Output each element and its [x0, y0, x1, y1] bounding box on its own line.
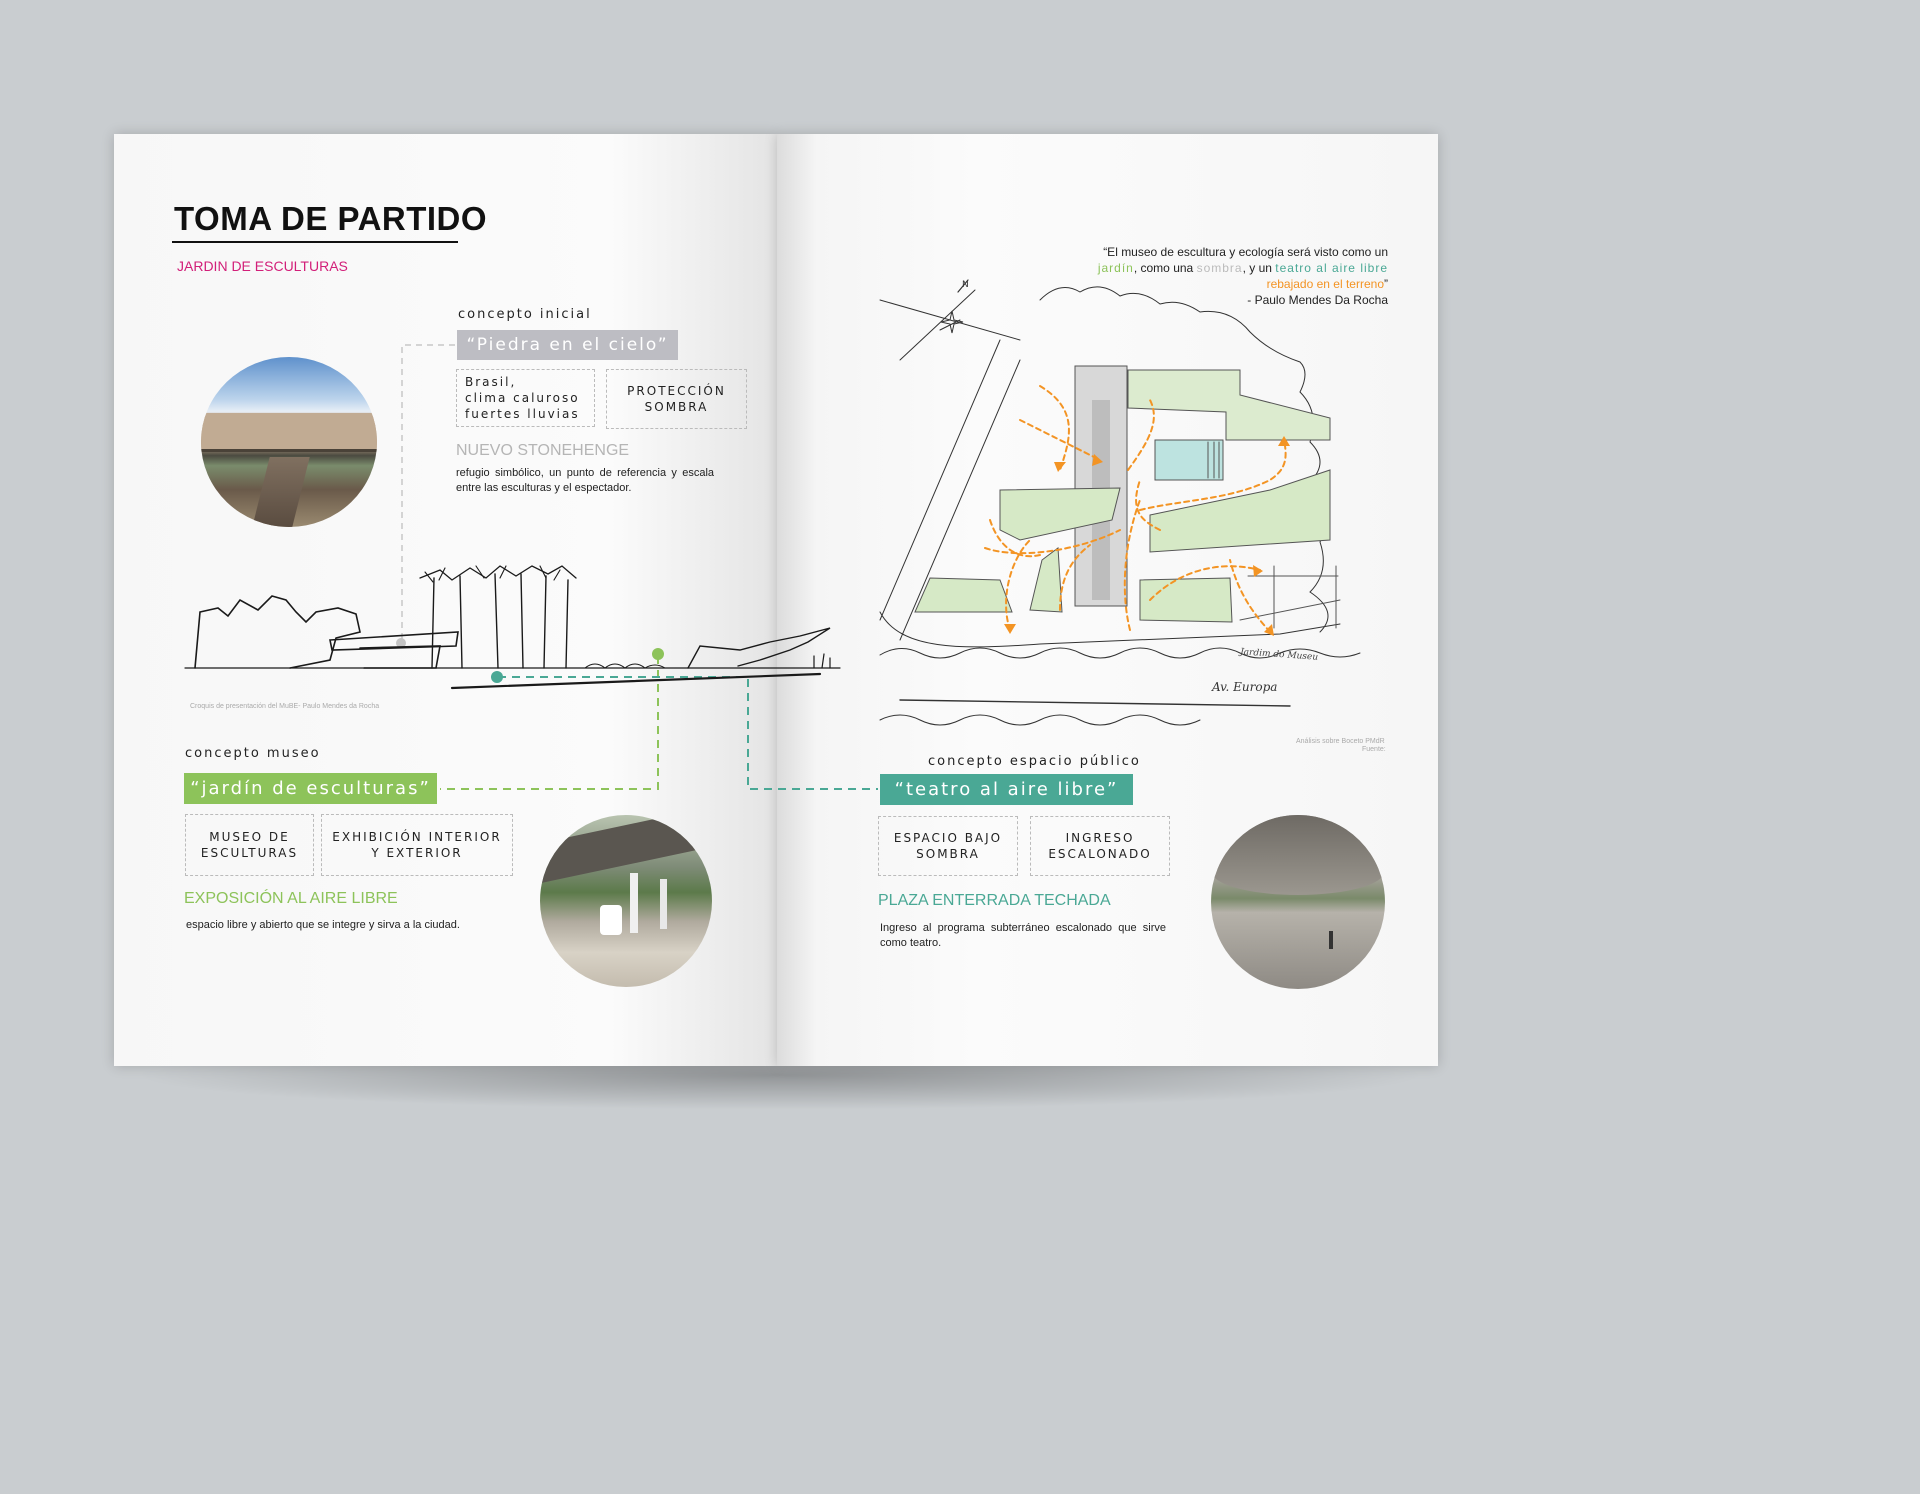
avenida-label: Av. Europa — [1212, 680, 1278, 694]
connector-concepto-inicial — [402, 345, 455, 641]
nuevo-stonehenge-text: refugio simbólico, un punto de referencia y escala entre las esculturas y el espectador. — [456, 467, 714, 494]
espacio-bajo-sombra-box: ESPACIO BAJO SOMBRA — [878, 816, 1018, 876]
quote-close: ” — [1384, 277, 1388, 291]
concepto-inicial-label: concepto inicial — [458, 307, 592, 322]
exposicion-aire-libre-heading: EXPOSICIÓN AL AIRE LIBRE — [184, 890, 398, 907]
quote-jardin: jardín — [1097, 261, 1134, 275]
brasil-clima-box: Brasil, clima caluroso fuertes lluvias — [456, 369, 595, 427]
quote-text-1: “El museo de escultura y ecología será visto como un — [1103, 245, 1388, 259]
plan-source: Fuente: — [1362, 746, 1386, 753]
plaza-techada-photo — [1211, 815, 1385, 989]
paulo-mendes-quote — [1080, 244, 1388, 308]
plan-caption: Análisis sobre Boceto PMdR — [1296, 738, 1385, 745]
connector-jardin — [440, 656, 658, 789]
page-subtitle: JARDIN DE ESCULTURAS — [177, 258, 348, 274]
quote-sombra: sombra — [1196, 261, 1243, 275]
nuevo-stonehenge-heading: NUEVO STONEHENGE — [456, 442, 630, 459]
proteccion-sombra-box: PROTECCIÓN SOMBRA — [606, 369, 747, 429]
exposicion-aire-libre-text: espacio libre y abierto que se integre y sirva a la ciudad. — [186, 919, 460, 931]
ingreso-escalonado-box: INGRESO ESCALONADO — [1030, 816, 1170, 876]
museo-de-esculturas-box: MUSEO DE ESCULTURAS — [185, 814, 314, 876]
compass-icon — [940, 310, 964, 334]
jardin-esculturas-photo — [540, 815, 712, 987]
plaza-enterrada-heading: PLAZA ENTERRADA TECHADA — [878, 892, 1111, 909]
page-title: TOMA DE PARTIDO — [174, 200, 488, 237]
quote-text-3: , y un — [1242, 261, 1272, 275]
connector-teatro — [498, 677, 878, 789]
quote-teatro: teatro al aire libre — [1275, 261, 1388, 275]
sketch-caption: Croquis de presentación del MuBE- Paulo Mendes da Rocha — [190, 703, 380, 710]
quote-author: - Paulo Mendes Da Rocha — [1247, 293, 1388, 307]
stonehenge-photo — [201, 357, 377, 527]
concepto-espacio-label: concepto espacio público — [928, 754, 1141, 769]
title-underline — [172, 241, 458, 243]
quote-text-2: , como una — [1133, 261, 1194, 275]
connector-dot-green — [652, 648, 664, 660]
jardim-label: Jardim do Museu — [1239, 647, 1319, 663]
concepto-museo-label: concepto museo — [185, 746, 321, 761]
quote-rebajado: rebajado en el terreno — [1266, 277, 1384, 291]
plaza-enterrada-text: Ingreso al programa subterráneo escalonado que sirve como teatro. — [880, 922, 1166, 949]
piedra-en-el-cielo-tag: “Piedra en el cielo” — [457, 330, 678, 360]
teatro-al-aire-libre-tag: “teatro al aire libre” — [880, 774, 1133, 805]
exhibicion-interior-exterior-box: EXHIBICIÓN INTERIOR Y EXTERIOR — [321, 814, 513, 876]
north-label: N — [962, 280, 969, 290]
section-sketch — [185, 566, 840, 688]
connector-dot-teal — [491, 671, 503, 683]
jardin-de-esculturas-tag: “jardín de esculturas” — [184, 773, 437, 804]
